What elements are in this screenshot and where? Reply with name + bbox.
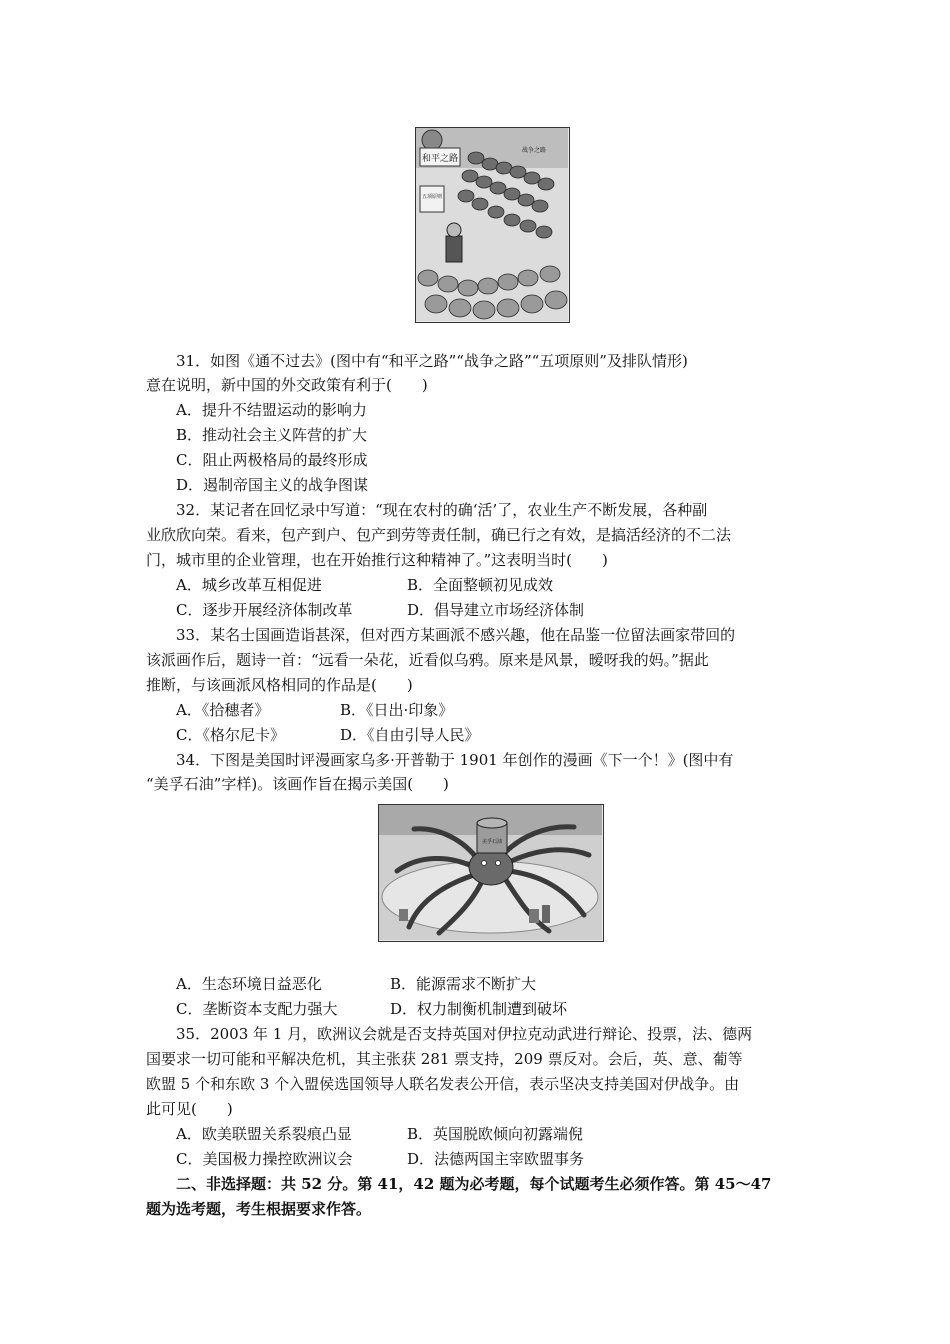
- board-text: 五项原则: [421, 194, 443, 200]
- cartoon-peace-road-figure: [415, 127, 570, 323]
- q34-option-d: D．权力制衡机制遭到破坏: [390, 1000, 568, 1018]
- cartoon-octopus-drawing: [379, 805, 602, 940]
- q31-option-c: C．阻止两极格局的最终形成: [176, 451, 368, 469]
- q31-stem-line2: 意在说明，新中国的外交政策有利于( ): [146, 376, 428, 394]
- q35-stem-line3: 欧盟 5 个和东欧 3 个入盟侯选国领导人联名发表公开信，表示坚决支持美国对伊战争。由: [146, 1075, 740, 1093]
- q34-option-b: B．能源需求不断扩大: [390, 975, 537, 993]
- cartoon-peace-road-drawing: [416, 128, 568, 321]
- cartoon-octopus-figure: [378, 804, 604, 942]
- q31-option-b: B．推动社会主义阵营的扩大: [176, 426, 368, 444]
- q33-option-d: D．《自由引导人民》: [340, 726, 480, 744]
- q32-option-d: D．倡导建立市场经济体制: [407, 601, 585, 619]
- q35-option-b: B．英国脱欧倾向初露端倪: [407, 1125, 584, 1143]
- q33-option-b: B．《日出·印象》: [340, 701, 454, 719]
- q35-option-c: C．美国极力操控欧洲议会: [176, 1150, 353, 1168]
- q32-stem-line1: 32．某记者在回忆录中写道：“现在农村的确‘活’了，农业生产不断发展，各种副: [176, 501, 708, 519]
- q31-option-d: D．遏制帝国主义的战争图谋: [176, 476, 369, 494]
- q33-stem-line2: 该派画作后，题诗一首：“远看一朵花，近看似乌鸦。原来是风景，暧呀我的妈。”据此: [146, 651, 709, 669]
- q31-stem-line1: 31．如图《通不过去》(图中有“和平之路”“战争之路”“五项原则”及排队情形): [176, 352, 688, 370]
- q34-stem-line1: 34．下图是美国时评漫画家乌多·开普勒于 1901 年创作的漫画《下一个！》(图中有: [176, 751, 734, 769]
- q32-stem-line3: 门，城市里的企业管理，也在开始推行这种精神了。”这表明当时( ): [146, 551, 608, 569]
- q32-option-c: C．逐步开展经济体制改革: [176, 601, 353, 619]
- q32-stem-line2: 业欣欣向荣。看来，包产到户、包产到劳等责任制，确已行之有效，是搞活经济的不二法: [146, 526, 732, 544]
- q35-stem-line4: 此可见( ): [146, 1100, 233, 1118]
- q33-stem-line1: 33．某名士国画造诣甚深，但对西方某画派不感兴趣，他在品鉴一位留法画家带回的: [176, 626, 736, 644]
- sign-text-war: 战争之路: [521, 147, 547, 154]
- sign-text-peace: 和平之路: [421, 154, 459, 164]
- q32-option-b: B．全面整顿初见成效: [407, 576, 554, 594]
- q34-stem-line2: “美孚石油”字样)。该画作旨在揭示美国( ): [146, 775, 449, 793]
- q35-option-a: A．欧美联盟关系裂痕凸显: [176, 1125, 352, 1143]
- q33-stem-line3: 推断，与该画派风格相同的作品是( ): [146, 676, 413, 694]
- q32-option-a: A．城乡改革互相促进: [176, 576, 322, 594]
- section2-heading-line2: 题为选考题，考生根据要求作答。: [146, 1200, 372, 1218]
- q35-stem-line1: 35．2003 年 1 月，欧洲议会就是否支持英国对伊拉克动武进行辩论、投票，法、德两: [176, 1025, 753, 1043]
- q34-option-a: A．生态环境日益恶化: [176, 975, 322, 993]
- q35-stem-line2: 国要求一切可能和平解决危机，其主张获 281 票支持，209 票反对。会后，英、意、葡等: [146, 1050, 743, 1068]
- tank-label: 美孚石油: [481, 839, 503, 845]
- q31-option-a: A．提升不结盟运动的影响力: [176, 401, 367, 419]
- q33-option-c: C．《格尔尼卡》: [176, 726, 285, 744]
- q35-option-d: D．法德两国主宰欧盟事务: [407, 1150, 585, 1168]
- section2-heading-line1: 二、非选择题：共 52 分。第 41，42 题为必考题，每个试题考生必须作答。第 45～47: [176, 1175, 772, 1193]
- q34-option-c: C．垄断资本支配力强大: [176, 1000, 338, 1018]
- q33-option-a: A．《拾穗者》: [176, 701, 270, 719]
